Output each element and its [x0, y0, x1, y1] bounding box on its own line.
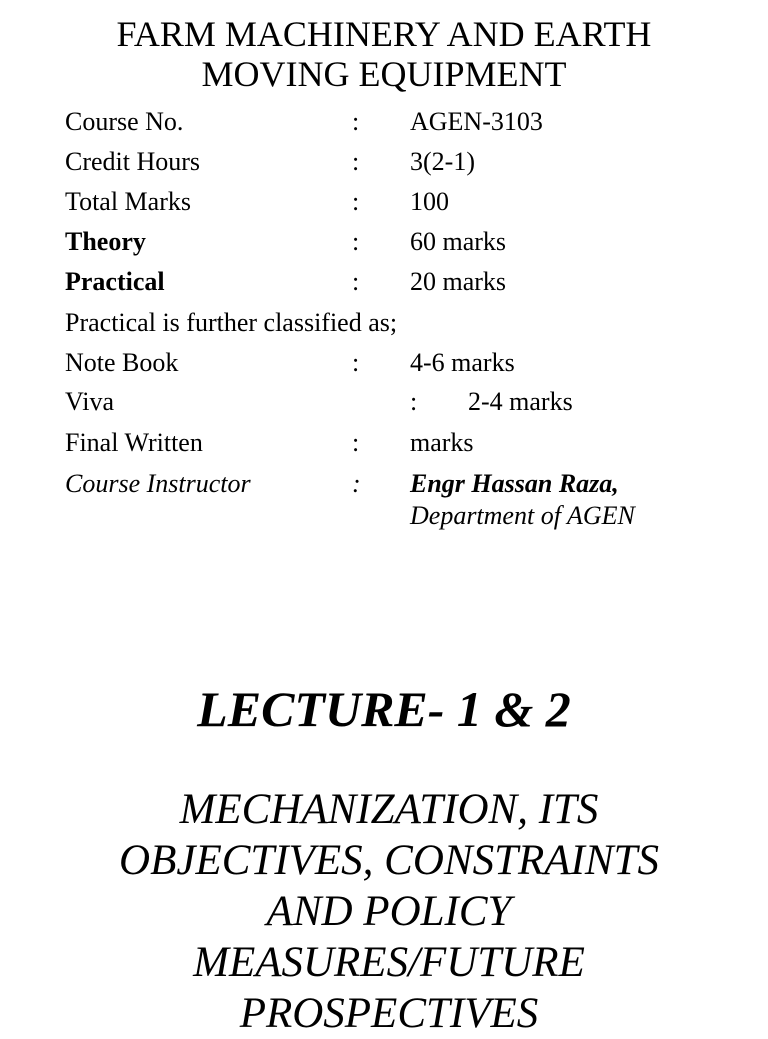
final-written-label: Final Written [65, 428, 203, 457]
lecture-topic-line-3: AND POLICY [266, 888, 512, 935]
theory-row [0, 224, 768, 260]
viva-value: 2-4 marks [468, 387, 573, 416]
lecture-topic-line-5: PROSPECTIVES [239, 990, 539, 1037]
lecture-topic-line-1: MECHANIZATION, ITS [179, 786, 599, 833]
practical-note: Practical is further classified as; [65, 308, 398, 337]
page-title-line-2: MOVING EQUIPMENT [201, 54, 567, 94]
lecture-heading: LECTURE- 1 & 2 [197, 681, 571, 737]
note-book-row [0, 345, 768, 381]
credit-hours-row [0, 144, 768, 180]
lecture-topic [0, 784, 768, 1039]
note-book-value: 4-6 marks [410, 348, 515, 377]
practical-value: 20 marks [410, 267, 507, 296]
practical-colon: : [352, 267, 360, 296]
credit-hours-colon: : [352, 147, 360, 176]
credit-hours-value: 3(2-1) [410, 147, 475, 176]
final-written-value: marks [410, 428, 474, 457]
course-instructor-row [0, 466, 768, 502]
credit-hours-label: Credit Hours [65, 147, 201, 176]
viva-label: Viva [65, 387, 114, 416]
practical-row [0, 264, 768, 300]
total-marks-label: Total Marks [65, 187, 191, 216]
theory-label: Theory [65, 227, 146, 256]
total-marks-value: 100 [410, 187, 449, 216]
viva-colon: : [410, 387, 418, 416]
total-marks-row [0, 184, 768, 220]
page-title [0, 14, 768, 94]
viva-row [0, 384, 768, 420]
instructor-department: Department of AGEN [410, 501, 635, 530]
lecture-topic-line-2: OBJECTIVES, CONSTRAINTS [119, 837, 659, 884]
total-marks-colon: : [352, 187, 360, 216]
note-book-colon: : [352, 348, 360, 377]
instructor-name: Engr Hassan Raza, [410, 469, 619, 498]
theory-value: 60 marks [410, 227, 507, 256]
final-written-row [0, 425, 768, 461]
course-instructor-colon: : [352, 469, 361, 498]
course-number-row [0, 104, 768, 140]
course-number-colon: : [352, 107, 360, 136]
practical-label: Practical [65, 267, 165, 296]
note-book-label: Note Book [65, 348, 179, 377]
course-instructor-label: Course Instructor [65, 469, 251, 498]
lecture-topic-line-4: MEASURES/FUTURE [193, 939, 585, 986]
course-number-value: AGEN-3103 [410, 107, 543, 136]
final-written-colon: : [352, 428, 360, 457]
theory-colon: : [352, 227, 360, 256]
course-number-label: Course No. [65, 107, 184, 136]
page-title-line-1: FARM MACHINERY AND EARTH [116, 14, 652, 54]
